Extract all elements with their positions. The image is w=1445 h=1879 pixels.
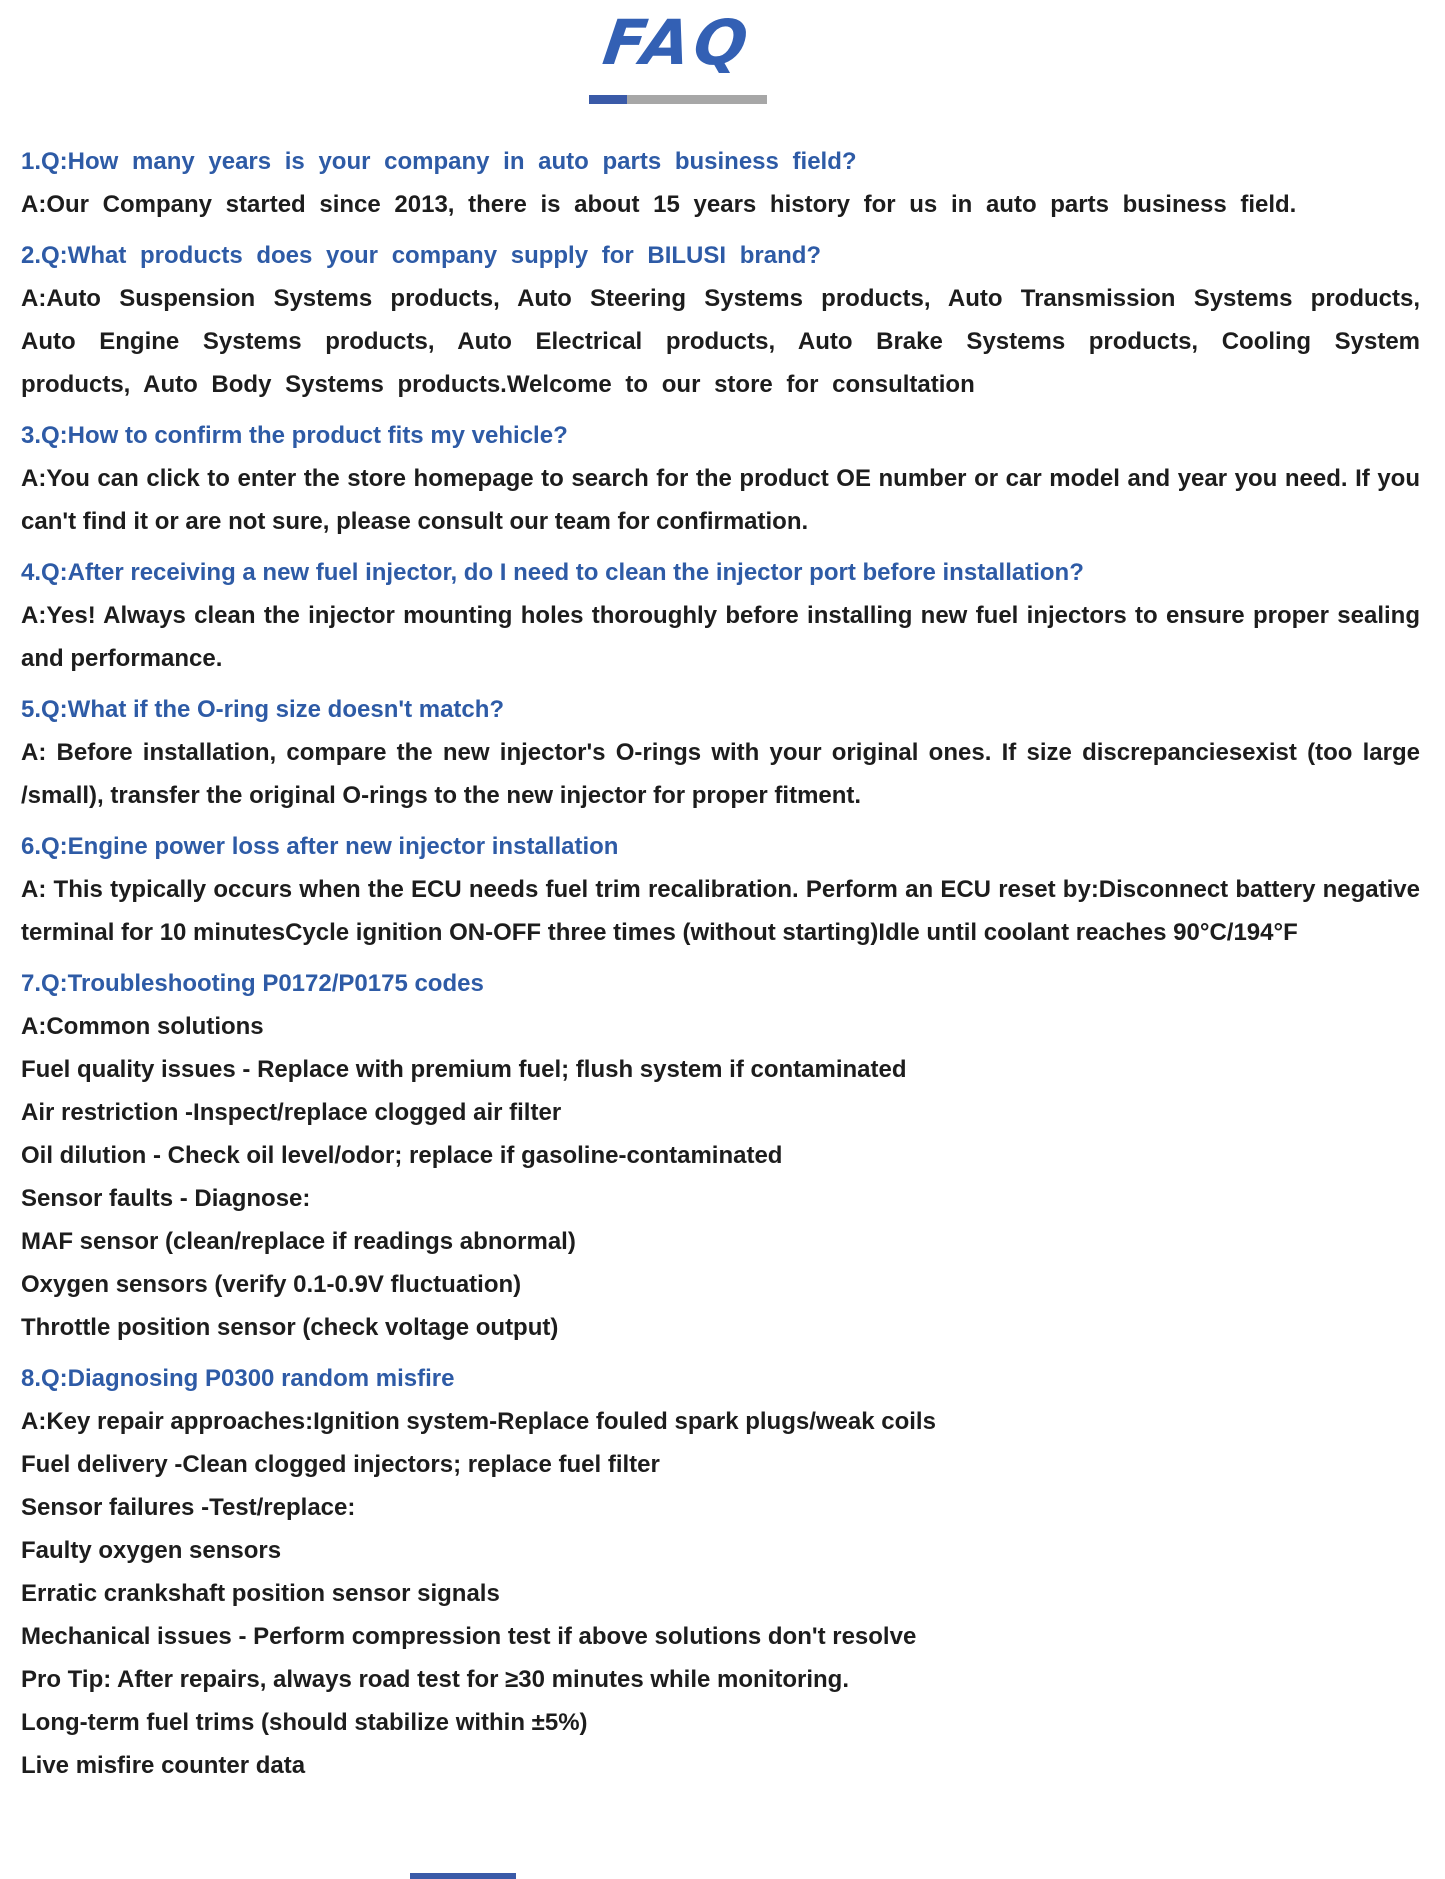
faq-title-divider [589,95,767,104]
faq-answer-line: Air restriction -Inspect/replace clogged air filter [21,1099,562,1126]
faq-answer-line: A:Auto Suspension Systems products, Auto Steering Systems products, Auto Transmission Systems products, Auto Engine Systems products, Auto Electrical products, Auto Brake Systems products, Cooling System products, Auto Body Systems products.Welcome to our store for consultation [21,285,1420,398]
faq-question: 5.Q:What if the O-ring size doesn't match? [21,696,505,723]
faq-question: 1.Q:How many years is your company in auto parts business field? [21,148,857,175]
faq-item [21,825,1420,954]
faq-answer-line: A:Key repair approaches:Ignition system-Replace fouled spark plugs/weak coils [21,1408,936,1435]
faq-answer-line: Long-term fuel trims (should stabilize within ±5%) [21,1709,588,1736]
faq-answer-line: A: Before installation, compare the new injector's O-rings with your original ones. If size discrepanciesexist (too large /small), transfer the original O-rings to the new injector for proper fitment. [21,739,1420,809]
faq-answer-line: Sensor failures -Test/replace: [21,1494,356,1521]
next-section-divider-partial [410,1873,516,1879]
faq-answer-line: Faulty oxygen sensors [21,1537,282,1564]
faq-answer-line: Erratic crankshaft position sensor signals [21,1580,500,1607]
faq-question: 7.Q:Troubleshooting P0172/P0175 codes [21,970,484,997]
faq-answer-line: Fuel quality issues - Replace with premium fuel; flush system if contaminated [21,1056,907,1083]
faq-answer-line: Live misfire counter data [21,1752,306,1779]
faq-question: 4.Q:After receiving a new fuel injector, do I need to clean the injector port before installation? [21,559,1084,586]
faq-question: 8.Q:Diagnosing P0300 random misfire [21,1365,455,1392]
faq-question: 3.Q:How to confirm the product fits my vehicle? [21,422,568,449]
faq-item [21,234,1420,406]
faq-item [21,414,1420,543]
faq-answer-line: A:Yes! Always clean the injector mounting holes thoroughly before installing new fuel injectors to ensure proper sealing and performance. [21,602,1420,672]
faq-list [0,140,1445,1787]
faq-item [21,962,1420,1349]
faq-item [21,551,1420,680]
faq-answer-line: A:You can click to enter the store homepage to search for the product OE number or car model and year you need. If you can't find it or are not sure, please consult our team for confirmation. [21,465,1420,535]
faq-answer-line: A:Our Company started since 2013, there is about 15 years history for us in auto parts business field. [21,191,1297,218]
faq-question: 2.Q:What products does your company supply for BILUSI brand? [21,242,822,269]
faq-answer-line: A: This typically occurs when the ECU needs fuel trim recalibration. Perform an ECU reset by:Disconnect battery negative terminal for 10 minutesCycle ignition ON-OFF three times (without starting)Idle until coolant reaches 90°C/194°F [21,876,1420,946]
faq-question: 6.Q:Engine power loss after new injector installation [21,833,619,860]
faq-answer-line: Mechanical issues - Perform compression test if above solutions don't resolve [21,1623,917,1650]
faq-answer-line: Pro Tip: After repairs, always road test for ≥30 minutes while monitoring. [21,1666,850,1693]
faq-item [21,140,1420,226]
faq-answer-line: Throttle position sensor (check voltage output) [21,1314,559,1341]
faq-answer-line: Fuel delivery -Clean clogged injectors; replace fuel filter [21,1451,660,1478]
faq-answer-line: MAF sensor (clean/replace if readings abnormal) [21,1228,576,1255]
faq-answer-line: Sensor faults - Diagnose: [21,1185,311,1212]
faq-answer-line: Oxygen sensors (verify 0.1-0.9V fluctuation) [21,1271,522,1298]
faq-title: FAQ [598,6,757,79]
faq-item [21,688,1420,817]
faq-answer-line: Oil dilution - Check oil level/odor; replace if gasoline-contaminated [21,1142,783,1169]
faq-header [0,0,1445,104]
faq-title-divider-accent [589,95,627,104]
faq-answer-line: A:Common solutions [21,1013,264,1040]
faq-item [21,1357,1420,1787]
